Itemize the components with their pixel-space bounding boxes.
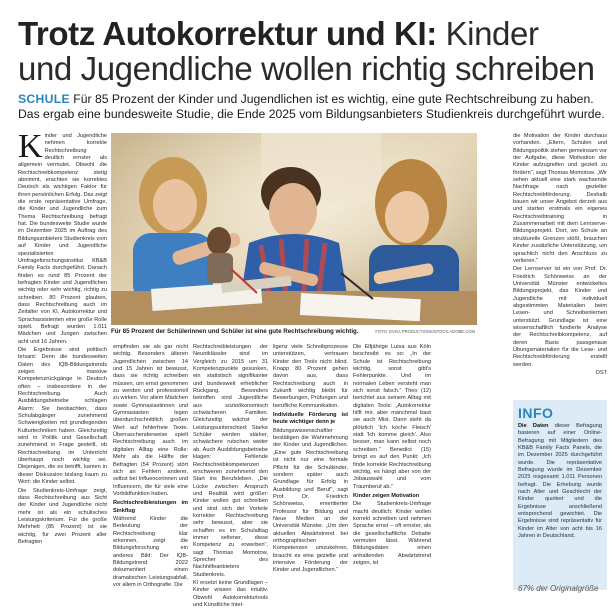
column-2-paragraph-2: Während Kinder die Bedeutung der Rechtschreibung klar erkennen, zeigt die Bildungsforschung ein anderes Bild: Der IQB-Bildungstrend 2022 dokumentiert einen dramatischen Leistungsabfall, vor allem in Orthografie. Die: [113, 515, 188, 588]
original-size-note: 67% der Originalgröße: [518, 584, 599, 593]
column-4-paragraph-1: ligenz viele Schreibprozesse unterstützen, vertrauen Kinder den Tools nicht blind. Knapp 80 Prozent gehen davon aus, dass Rechtschreibung auch in Zukunft wichtig bleibt für Bewerbungen, Prüfungen und berufliche Kommunikation.: [273, 344, 348, 409]
column-1-paragraph-2: Die Ergebnisse sind politisch brisant: Denn die bundesweiten Daten des IQB-Bildungstrends zeigen massive Kompetenzrückgänge in Deutsch often – insbesondere in der Rechtschreibung. Auch Ausbildungsbetriebe schlagen Alarm: Sie beobachten, dass Schulabgänger zunehmend Schwierigkeiten mit grundlegenden Kulturtechniken haben. Gleichzeitig wird in Politik und Gesellschaft zunehmend in Frage gestellt, ob Rechtschreibung im Unterricht überhaupt noch wichtig sei. Diejenigen, die es betrifft, kamen in dieser Diskussion bislang kaum zu Wort: die Kinder selbst.: [18, 346, 107, 486]
column-3-paragraph-2: KI ersetzt keine Grundlagen – Kinder wissen das intuitiv. Obwohl Autokorrekturtools und Künstliche Intel-: [193, 580, 268, 609]
lead-paragraph: [18, 92, 610, 122]
classroom-photo: [111, 133, 477, 325]
author-signature: OST: [595, 370, 607, 376]
article-column-5: [353, 344, 431, 589]
article-column-2: [113, 344, 188, 589]
column-5-paragraph-2: Die Studienkreis-Umfrage macht deutlich: Kinder wollen korrekt schreiben und nehmen Sprache ernst – oft ernster, als die gesellschaftliche Debatte vermuten lässt. Während Bildungsdaten einen anhaltenden Abwärtstrend zeigen, ist: [353, 501, 431, 566]
column-6-paragraph-2: Der Lernserver ist ein von Prof. Dr. Friedrich Schönweiss an der Universität Münster entwickeltes Bildungsprojekt, das Kinder und Jugendliche mit individuell abgestimmten Materialien beim Lesen- und Schreibenlernen unterstützt. Grundlage ist eine wissenschaftlich fundierte Analyse der Rechtschreibkompetenz, auf deren Basis passgenaue Übungsmaterialien für die Lese- und Rechtschreibförderung erstellt werden.: [513, 266, 607, 368]
article-column-6: [513, 133, 607, 395]
column-1-paragraph-1: inder und Jugendliche nehmen korrekte Rechtschreibung deutlich ernster als allgemein vermutet. Obwohl die Rechtschreibkompetenz stetig abnimmt, erachten sie korrektes Deutsch als wichtigen Faktor für ihren persönlichen Erfolg. Das zeigt die erste repräsentative Umfrage, die Kinder und Jugendliche zum Thema Rechtschreibung befragt hat. Die bundesweite Studie wurde im Dezember 2025 im Auftrag des Bildungsanbieters Studienkreis vom auf Kinder und Jugendliche spezialisierten Umfrageforschungsinstitut KB&B Family Facts durchgeführt. Danach finden es rund 85 Prozent der befragten Kinder und Jugendlichen wichtig oder sehr wichtig, richtig zu schreiben. 80 Prozent glauben, dass Rechtschreibung auch im Zeitalter von KI, Autokorrektur und Sprachassistenten eine große Rolle spielt. Befragt wurden 1.011 Mädchen und Jungen zwischen acht und 16 Jahren.: [18, 133, 107, 345]
headline-light-1: Kinder: [436, 15, 539, 52]
info-title: INFO: [518, 405, 554, 421]
article-column-5b: [436, 344, 509, 589]
column-3-paragraph-1: Rechtschreibleistungen der Neuntklässler sind im Vergleich zu 2015 um 31 Kompetenzpunkte gesunken, ein statistisch signifikanter und bundesweit erheblicher Rückgang. Besonders betroffen sind Jugendliche aus sozioökonomisch schwächeren Familien. Gleichzeitig wächst der Leistungsunterschied: Starke Schüler werden stärker, schwächere rutschen weiter ab. Auch Ausbildungsbetriebe klagen: Fehlende Rechtschreibkompetenzen erschweren zunehmend den Start ins Berufsleben. „Die Lücke zwischen Anspruch und Realität wird größer: Kinder wollen gut schreiben und sind sich der Vorteile korrekter Rechtschreibung sehr bewusst, aber sie schaffen es im Schulalltag immer seltener, diese Kompetenz zu erwerben“, sagt Thomas Momotow, Sprecher des Nachhilfeanbieters Studienkreis.: [193, 344, 268, 578]
column-4-paragraph-2: Bildungswissenschaftler bestätigen die Wahrnehmung der Kinder und Jugendlichen. „Eine gute Rechtschreibung ist nicht nur eine formale Pflicht für die Schulkinder, sondern später auch Grundlage für Erfolg in Ausbildung und Beruf“, sagt Prof. Dr. Friedrich Schönweiss, emeritierter Professor für Bildung und Neue Medien an der Universität Münster. „Um den aktuellen Abwärtstrend bei orthographischen Kompetenzen umzukehren, braucht es eine gezielte und intensive Förderung der Kinder und Jugendlichen.“: [273, 427, 348, 574]
article-column-1: [18, 128, 107, 588]
headline-bold: Trotz Autokorrektur und KI:: [18, 15, 437, 52]
photo-credit: FOTO: EVGA PRODUCTIONS/STOCK.ADOBE.COM: [375, 329, 475, 334]
info-text-lead: Die Daten: [518, 423, 549, 429]
drop-cap: K: [18, 128, 43, 165]
article-photo: [111, 133, 477, 325]
article-column-3: [193, 344, 268, 609]
info-text: dieser Befragung basieren auf einer Online-Befragung mit Mitgliedern des KB&B Family Facts Panels, die im Dezember 2025 durchgeführt wurde. Die repräsentative Befragung wurde im Dezember 2025 insgesamt 1.011 Personen befragt. Die Erhebung wurde nach Alter und Geschlecht der Kinder quotiert und die Ergebnisse anschließend entsprechend gewichtet. Die Ergebnisse sind repräsentativ für Kinder im Alter von acht bis 16 Jahren in Deutschland.: [518, 423, 602, 540]
info-box: [513, 400, 607, 590]
column-5-paragraph-1: Die Elfjährige Luisa aus Köln beschreibt es so: „In der Schule ist Rechtschreibung wichtig, sonst gibt's Fehlerpunkte. Und im normalen Leben versteht man sich sonst falsch.“ Theo (12) berichtet aus seinem Alltag mit digitalen Tools: „Autokorrektur hilft mir, aber manchmal baut sie auch Mist. Dann steht da plötzlich 'Ich koche Fleisch' statt 'Ich komme gleich'. Also besser, man kann selbst noch schreiben.“ Benedict (15) bringt es auf den Punkt: „Ich finde korrekte Rechtschreibung wichtig, es hängt aber von der Jobauswahl und vom Traumberuf ab.“: [353, 344, 431, 490]
info-body: [518, 423, 602, 541]
headline-light-2: und Jugendliche wollen richtig schreiben: [18, 50, 595, 87]
photo-caption-text: Für 85 Prozent der Schülerinnen und Schüler ist eine gute Rechtschreibung wichtig.: [111, 328, 359, 335]
subheading-foerderung: Individuelle Förderung ist heute wichtiger denn je: [273, 412, 348, 426]
kicker-label: SCHULE: [18, 92, 70, 106]
lead-text: Für 85 Prozent der Kinder und Jugendlichen ist es wichtig, eine gute Rechtschreibung zu haben. Das ergab eine bundesweite Studie, die Ende 2025 vom Bildungsanbieters Studienkreis durchgeführt wurde.: [18, 92, 605, 121]
column-6-paragraph-1: die Motivation der Kinder durchaus vorhanden. „Eltern, Schulen und Bildungspolitik stehen gemeinsam vor der Aufgabe, diese Motivation der Kinder aufzugreifen und gezielt zu fördern“, sagt Thomas Momotow. „Wir sehen aktuell eine stark wachsende Nachfrage nach gezielter Rechtschreibförderung. Deshalb bauen wir unser Angebot derzeit aus und starten erstmals ein eigenes Rechtschreibtraining in Zusammenarbeit mit dem Lernserve-Bildungsprojekt. Dort, wo Schule an strukturelle Grenzen stößt, brauchen Kinder zusätzliche Unterstützung, um sprachlich nicht den Anschluss zu verlieren.“: [513, 133, 607, 264]
headline: [18, 16, 608, 86]
subheading-motivation: Kinder zeigen Motivation: [353, 492, 420, 499]
column-1-paragraph-3: Die Studienkreis-Umfrage zeigt, dass Rechtschreibung aus Sicht der Kinder und Jugendliche nicht mehr ist als ein schulisches Leistungskriterium. Für die große Mehrheit (85 Prozent) ist sie wichtig, für zwei Prozent aller Befragten: [18, 487, 107, 545]
column-2-paragraph-1: empfinden sie als gar nicht wichtig. Besonders älteren Jugendlichen zwischen 14 und 15 Jahren ist bewusst, dass sie richtig schreiben müssen, um ernst genommen zu werden und professionell zu wirken. Vor allem Mädchen sowie Gymnasiastinnen und Gymnasiasten legen überdurchschnittlich großen Wert auf fehlerfreie Texte. Überraschenderweise spielt Rechtschreibung auch im digitalen Alltag eine Rolle: Mehr als die Hälfte der Befragten (54 Prozent) stört sich an Fehlern anderer, selbst bei Influencerinnen und Influencern, die für viele eine Vorbildfunktion haben.: [113, 344, 188, 497]
article-column-4: [273, 344, 348, 589]
photo-caption: [111, 326, 477, 338]
subheading-sinkflug: Rechtschreibleistungen im Sinkflug: [113, 500, 188, 514]
